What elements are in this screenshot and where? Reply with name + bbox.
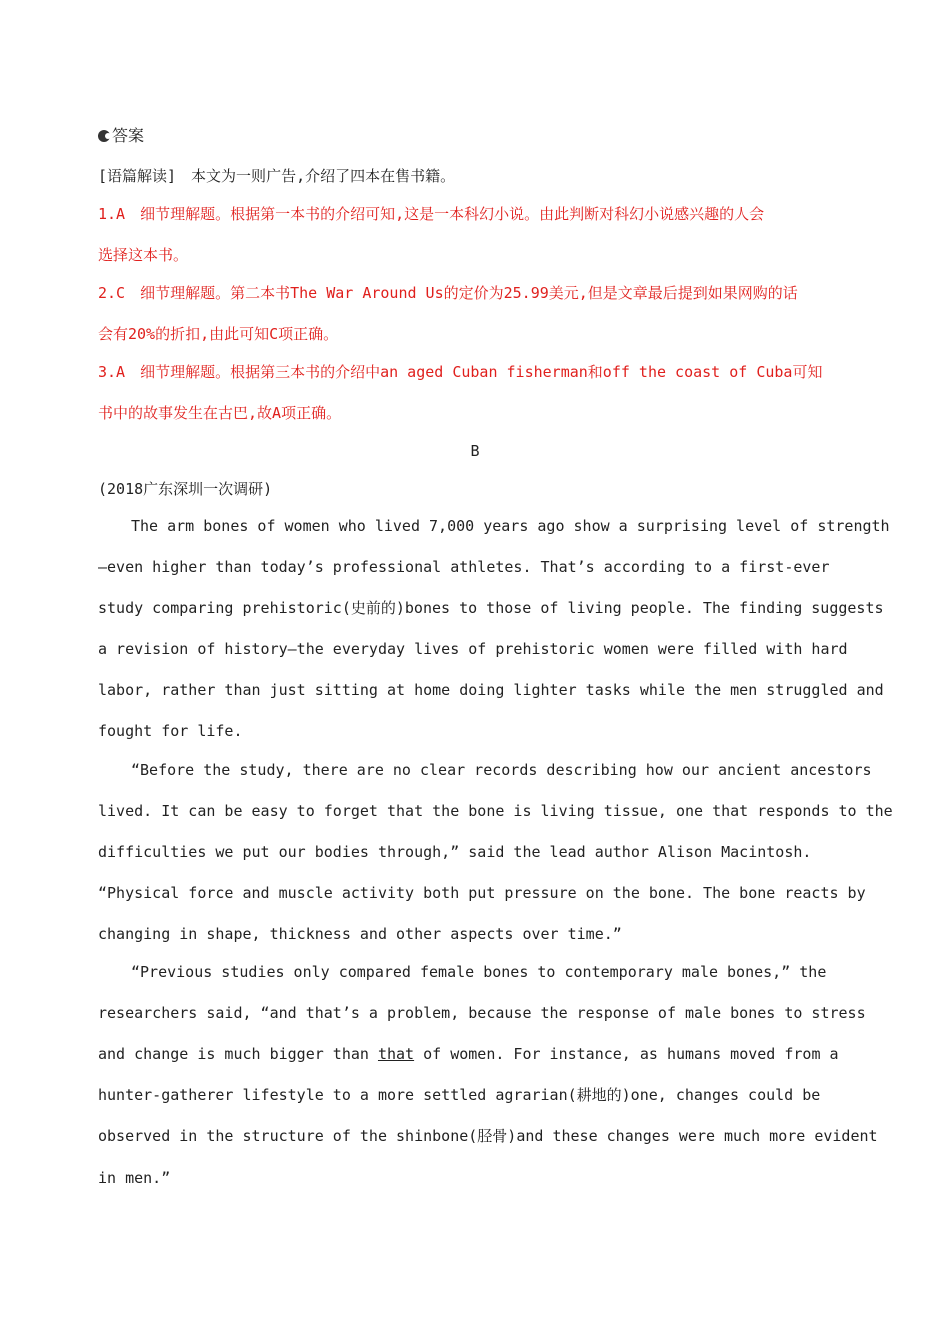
answer-heading [98,126,144,146]
p3-line-1: “Previous studies only compared female bones to contemporary male bones,” the [131,963,827,981]
answer-3-line-2: 书中的故事发生在古巴,故A项正确。 [98,404,342,422]
answer-3-line-1: 3.A 细节理解题。根据第三本书的介绍中an aged Cuban fisherman和off the coast of Cuba可知 [98,363,823,381]
p3-line-3 [98,1044,839,1064]
answer-badge-icon [98,130,110,142]
passage-source: (2018广东深圳一次调研) [98,480,273,498]
p2-line-5: changing in shape, thickness and other aspects over time.” [98,925,622,943]
answer-1-line-1: 1.A 细节理解题。根据第一本书的介绍可知,这是一本科幻小说。由此判断对科幻小说感兴趣的人会 [98,205,765,223]
p1-line-1: The arm bones of women who lived 7,000 years ago show a surprising level of strength [131,517,890,535]
p3-line-3-after: of women. For instance, as humans moved from a [414,1045,839,1063]
p3-line-5: observed in the structure of the shinbone(胫骨)and these changes were much more evident [98,1127,878,1145]
answer-2-line-1: 2.C 细节理解题。第二本书The War Around Us的定价为25.99美元,但是文章最后提到如果网购的话 [98,284,798,302]
answer-1-line-2: 选择这本书。 [98,246,189,264]
p1-line-5: labor, rather than just sitting at home doing lighter tasks while the men struggled and [98,681,884,699]
underlined-word-that: that [377,1045,415,1063]
answer-2-line-2: 会有20%的折扣,由此可知C项正确。 [98,325,339,343]
passage-label: B [470,442,480,460]
p2-line-1: “Before the study, there are no clear records describing how our ancient ancestors [131,761,872,779]
p3-line-3-before: and change is much bigger than [98,1045,378,1063]
p1-line-3: study comparing prehistoric(史前的)bones to those of living people. The finding suggests [98,599,884,617]
p3-line-2: researchers said, “and that’s a problem, because the response of male bones to stress [98,1004,866,1022]
p1-line-4: a revision of history—the everyday lives of prehistoric women were filled with hard [98,640,848,658]
p3-line-4: hunter-gatherer lifestyle to a more settled agrarian(耕地的)one, changes could be [98,1086,821,1104]
p1-line-2: —even higher than today’s professional athletes. That’s according to a first-ever [98,558,830,576]
p2-line-3: difficulties we put our bodies through,” said the lead author Alison Macintosh. [98,843,812,861]
passage-summary: [语篇解读] 本文为一则广告,介绍了四本在售书籍。 [98,167,456,185]
p1-line-6: fought for life. [98,722,243,740]
p2-line-2: lived. It can be easy to forget that the bone is living tissue, one that responds to the [98,802,893,820]
p3-line-6: in men.” [98,1169,171,1187]
answer-heading-text: 答案 [112,126,145,145]
p2-line-4: “Physical force and muscle activity both put pressure on the bone. The bone reacts by [98,884,866,902]
